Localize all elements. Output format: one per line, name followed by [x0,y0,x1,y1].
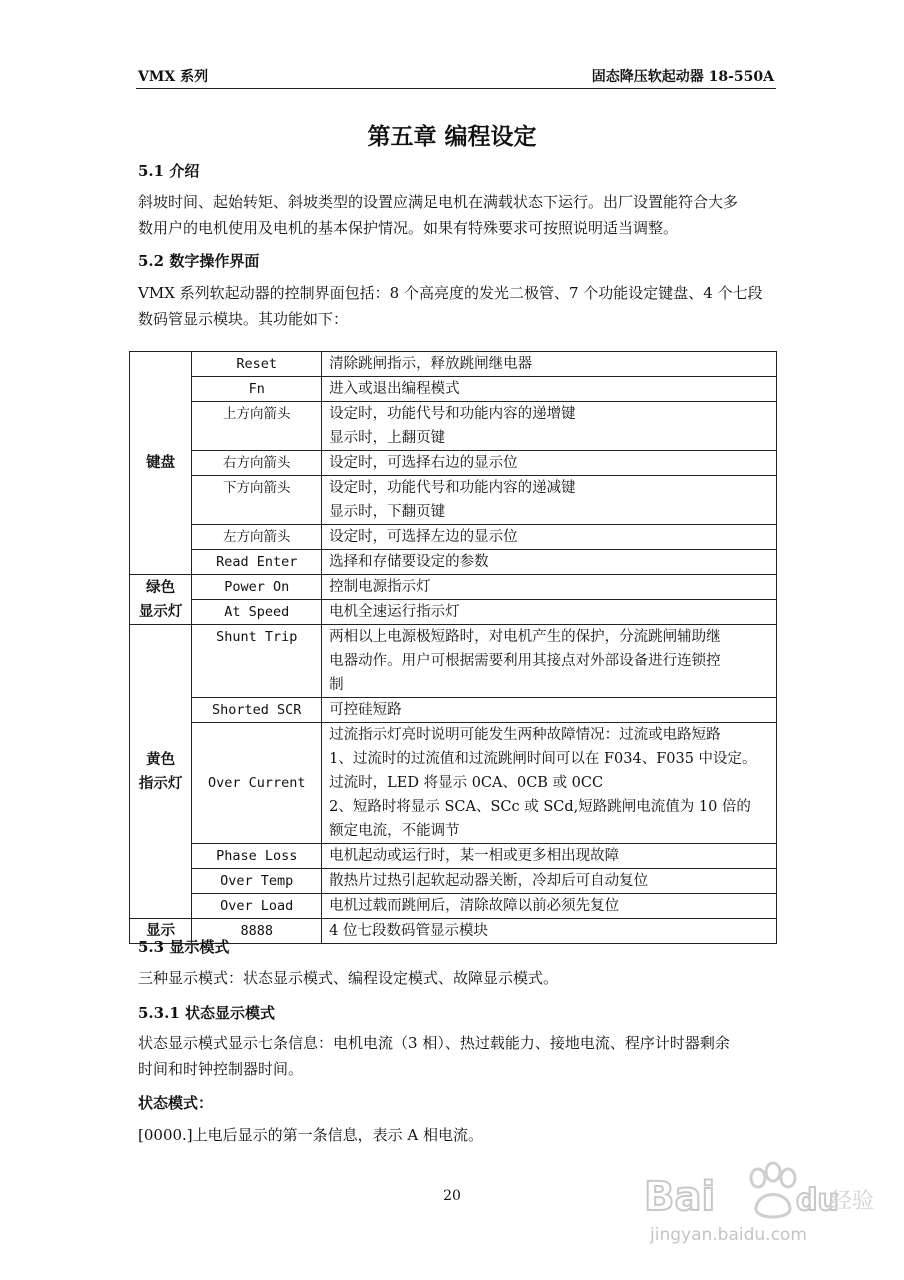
key-cell: 下方向箭头 [192,476,322,525]
text-line: VMX 系列软起动器的控制界面包括：8 个高亮度的发光二极管、7 个功能设定键盘、4 个七段 [138,284,763,302]
text-line: 数用户的电机使用及电机的基本保护情况。如果有特殊要求可按照说明适当调整。 [138,219,679,237]
header-left: VMX 系列 [138,69,209,85]
group-display: 显示 [130,919,192,944]
key-cell: 上方向箭头 [192,402,322,451]
section-5-3-1-title: 5.3.1 状态显示模式 [138,1004,275,1022]
table-row [130,894,777,919]
table-row [130,476,777,525]
header-rule [136,88,776,89]
header-right: 固态降压软起动器 18-550A [591,69,774,85]
table-row [130,550,777,575]
desc-cell: 选择和存储要设定的参数 [322,550,777,575]
svg-text:经验: 经验 [830,1189,875,1214]
desc-cell: 清除跳闸指示，释放跳闸继电器 [322,352,777,377]
group-yellow-lights: 黄色 指示灯 [130,625,192,919]
key-cell: Over Load [192,894,322,919]
control-interface-table [129,351,777,944]
key-cell: Shorted SCR [192,698,322,723]
key-cell: Power On [192,575,322,600]
table-row [130,723,777,844]
svg-text:jingyan.baidu.com: jingyan.baidu.com [650,1225,807,1245]
key-cell: Shunt Trip [192,625,322,698]
key-cell: Read Enter [192,550,322,575]
table-row [130,625,777,698]
group-keyboard: 键盘 [130,352,192,575]
text-line: 数码管显示模块。其功能如下： [138,310,349,328]
key-cell: 8888 [192,919,322,944]
key-cell: Phase Loss [192,844,322,869]
desc-cell: 控制电源指示灯 [322,575,777,600]
desc-cell: 电机起动或运行时，某一相或更多相出现故障 [322,844,777,869]
desc-cell: 过流指示灯亮时说明可能发生两种故障情况：过流或电路短路 1、过流时的过流值和过流跳闸时间可以在 F034、F035 中设定。 过流时，LED 将显示 0CA、0CB 或 0CC 2、短路时将显示 SCA、SCc 或 SCd,短路跳闸电流值为 10 倍的 额定电流，不能调节 [322,723,777,844]
desc-cell: 4 位七段数码管显示模块 [322,919,777,944]
desc-cell: 可控硅短路 [322,698,777,723]
page-number: 20 [443,1188,461,1204]
desc-cell: 设定时，可选择左边的显示位 [322,525,777,550]
table-row [130,600,777,625]
desc-cell: 电机全速运行指示灯 [322,600,777,625]
group-green-lights: 绿色 显示灯 [130,575,192,625]
section-5-1-text [138,189,778,241]
key-cell: 左方向箭头 [192,525,322,550]
section-5-3-text: 三种显示模式：状态显示模式、编程设定模式、故障显示模式。 [138,969,559,987]
desc-cell: 设定时，功能代号和功能内容的递增键 显示时，上翻页键 [322,402,777,451]
desc-cell: 设定时，功能代号和功能内容的递减键 显示时，下翻页键 [322,476,777,525]
desc-cell: 电机过载而跳闸后，清除故障以前必须先复位 [322,894,777,919]
table-row [130,525,777,550]
svg-text:Bai: Bai [644,1174,716,1220]
table-row [130,352,777,377]
key-cell: Reset [192,352,322,377]
text-line: 状态显示模式显示七条信息：电机电流（3 相）、热过载能力、接地电流、程序计时器剩余 [138,1034,730,1052]
table-row [130,698,777,723]
table-row [130,377,777,402]
key-cell: Over Current [192,723,322,844]
table-row [130,402,777,451]
baidu-jingyan-watermark-logo [640,1148,875,1248]
section-5-3-title: 5.3 显示模式 [138,938,230,956]
status-mode-text: [0000.]上电后显示的第一条信息，表示 A 相电流。 [138,1126,484,1144]
key-cell: At Speed [192,600,322,625]
text-line: 时间和时钟控制器时间。 [138,1060,304,1078]
table-row [130,869,777,894]
desc-cell: 两相以上电源极短路时，对电机产生的保护，分流跳闸辅助继 电器动作。用户可根据需要利用其接点对外部设备进行连锁控 制 [322,625,777,698]
desc-cell: 散热片过热引起软起动器关断，冷却后可自动复位 [322,869,777,894]
svg-text:du: du [796,1183,839,1218]
status-mode-title: 状态模式： [138,1094,214,1112]
table-row [130,575,777,600]
key-cell: Over Temp [192,869,322,894]
desc-cell: 设定时，可选择右边的显示位 [322,451,777,476]
chapter-title: 第五章 编程设定 [367,123,537,150]
desc-cell: 进入或退出编程模式 [322,377,777,402]
key-cell: 右方向箭头 [192,451,322,476]
section-5-2-text [138,280,778,332]
table-row [130,451,777,476]
section-5-2-title: 5.2 数字操作界面 [138,252,260,270]
section-5-3-1-text [138,1030,778,1082]
section-5-1-title: 5.1 介绍 [138,162,200,180]
key-cell: Fn [192,377,322,402]
text-line: 斜坡时间、起始转矩、斜坡类型的设置应满足电机在满载状态下运行。出厂设置能符合大多 [138,193,739,211]
table-row [130,844,777,869]
